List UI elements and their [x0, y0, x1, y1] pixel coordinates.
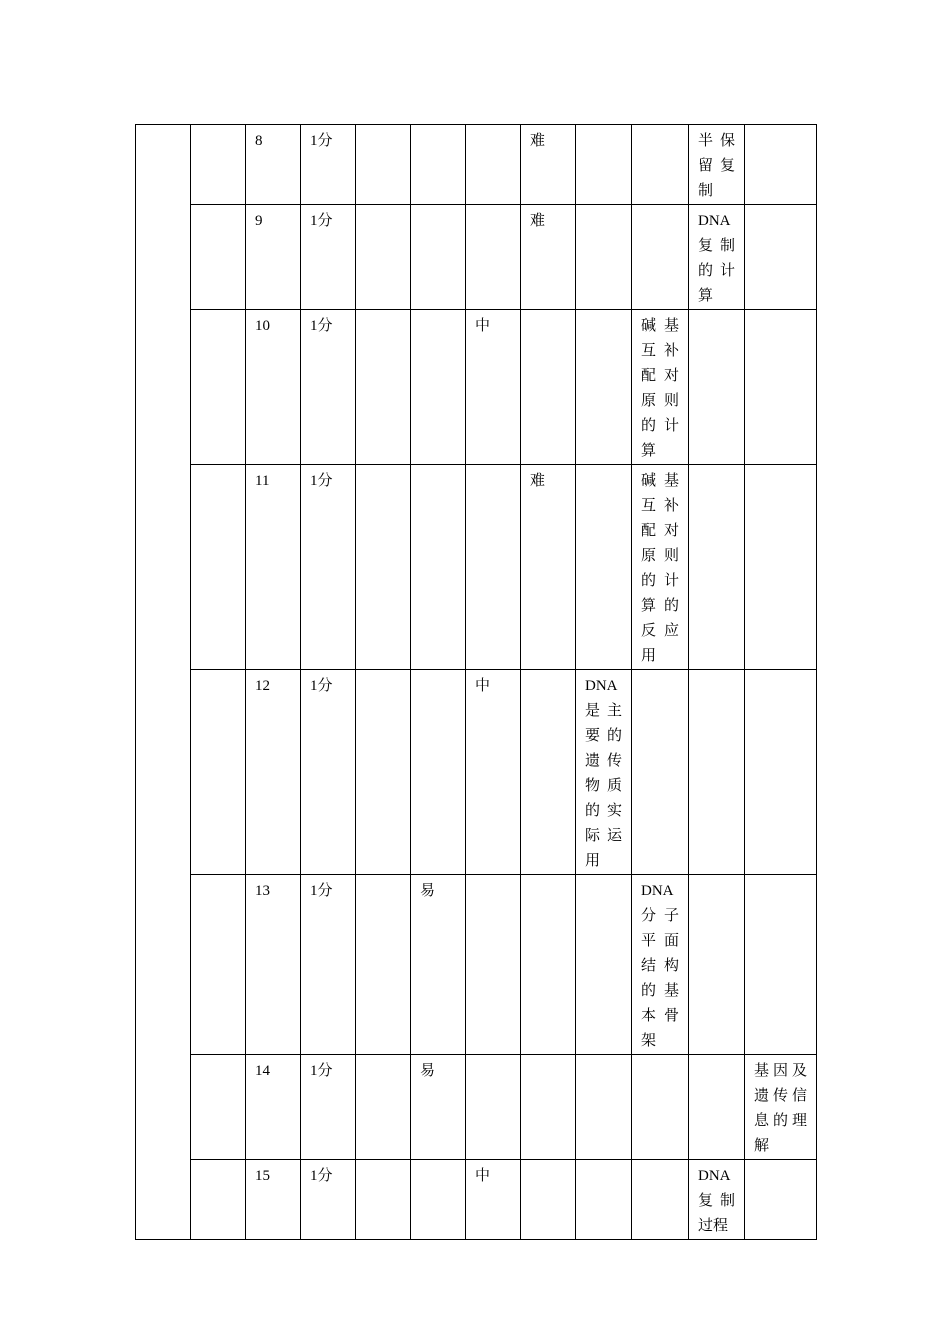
- knowledge-point-cell: 半保留复制: [689, 125, 745, 205]
- question-number: 10: [246, 310, 301, 465]
- cell: [521, 875, 576, 1055]
- cell: [356, 205, 411, 310]
- cell: [466, 205, 521, 310]
- cell: [521, 1055, 576, 1160]
- cell: [356, 875, 411, 1055]
- table-row: [136, 1160, 817, 1240]
- score-cell: 1分: [301, 875, 356, 1055]
- question-number: 15: [246, 1160, 301, 1240]
- question-number: 13: [246, 875, 301, 1055]
- table-row: [136, 670, 817, 875]
- score-cell: 1分: [301, 1160, 356, 1240]
- exam-analysis-table: [135, 124, 817, 1240]
- score-cell: 1分: [301, 310, 356, 465]
- cell: [689, 465, 745, 670]
- knowledge-point-cell: DNA分子平面结构的基本骨架: [632, 875, 689, 1055]
- cell: [745, 670, 817, 875]
- difficulty-cell: 中: [466, 1160, 521, 1240]
- cell: [745, 125, 817, 205]
- question-number: 11: [246, 465, 301, 670]
- cell: [689, 670, 745, 875]
- cell: [466, 125, 521, 205]
- cell: [576, 205, 632, 310]
- cell: [576, 875, 632, 1055]
- cell: [745, 465, 817, 670]
- cell: [466, 1055, 521, 1160]
- cell: [466, 875, 521, 1055]
- table-row: [136, 310, 817, 465]
- difficulty-cell: 中: [466, 310, 521, 465]
- cell: [521, 310, 576, 465]
- cell: [356, 670, 411, 875]
- cell: [632, 670, 689, 875]
- cell: [466, 465, 521, 670]
- cell: [576, 1160, 632, 1240]
- question-number: 14: [246, 1055, 301, 1160]
- cell: [411, 125, 466, 205]
- cell: [576, 465, 632, 670]
- blank-cell: [191, 875, 246, 1055]
- score-cell: 1分: [301, 1055, 356, 1160]
- cell: [411, 205, 466, 310]
- merged-category-cell: [136, 125, 191, 1240]
- table-row: [136, 205, 817, 310]
- cell: [745, 875, 817, 1055]
- question-number: 8: [246, 125, 301, 205]
- cell: [356, 1055, 411, 1160]
- cell: [411, 1160, 466, 1240]
- blank-cell: [191, 1160, 246, 1240]
- difficulty-cell: 难: [521, 205, 576, 310]
- cell: [689, 875, 745, 1055]
- cell: [632, 1160, 689, 1240]
- question-number: 12: [246, 670, 301, 875]
- score-cell: 1分: [301, 205, 356, 310]
- table-row: [136, 125, 817, 205]
- cell: [632, 1055, 689, 1160]
- question-number: 9: [246, 205, 301, 310]
- cell: [689, 310, 745, 465]
- cell: [576, 125, 632, 205]
- knowledge-point-cell: DNA复制过程: [689, 1160, 745, 1240]
- cell: [632, 125, 689, 205]
- cell: [356, 310, 411, 465]
- cell: [745, 310, 817, 465]
- blank-cell: [191, 125, 246, 205]
- cell: [356, 125, 411, 205]
- cell: [356, 1160, 411, 1240]
- blank-cell: [191, 205, 246, 310]
- cell: [411, 310, 466, 465]
- knowledge-point-cell: 基因及遗传信息的理解: [745, 1055, 817, 1160]
- table-row: [136, 465, 817, 670]
- cell: [521, 670, 576, 875]
- difficulty-cell: 难: [521, 465, 576, 670]
- cell: [745, 205, 817, 310]
- table-row: [136, 875, 817, 1055]
- knowledge-point-cell: DNA复制的计算: [689, 205, 745, 310]
- cell: [356, 465, 411, 670]
- cell: [411, 465, 466, 670]
- difficulty-cell: 中: [466, 670, 521, 875]
- difficulty-cell: 难: [521, 125, 576, 205]
- score-cell: 1分: [301, 670, 356, 875]
- blank-cell: [191, 310, 246, 465]
- cell: [576, 1055, 632, 1160]
- knowledge-point-cell: DNA是主要的遗传物质的实际运用: [576, 670, 632, 875]
- knowledge-point-cell: 碱基互补配对原则的计算的反应用: [632, 465, 689, 670]
- blank-cell: [191, 670, 246, 875]
- cell: [689, 1055, 745, 1160]
- cell: [576, 310, 632, 465]
- blank-cell: [191, 465, 246, 670]
- score-cell: 1分: [301, 125, 356, 205]
- difficulty-cell: 易: [411, 875, 466, 1055]
- cell: [521, 1160, 576, 1240]
- table-row: [136, 1055, 817, 1160]
- knowledge-point-cell: 碱基互补配对原则的计算: [632, 310, 689, 465]
- blank-cell: [191, 1055, 246, 1160]
- difficulty-cell: 易: [411, 1055, 466, 1160]
- cell: [745, 1160, 817, 1240]
- score-cell: 1分: [301, 465, 356, 670]
- cell: [632, 205, 689, 310]
- cell: [411, 670, 466, 875]
